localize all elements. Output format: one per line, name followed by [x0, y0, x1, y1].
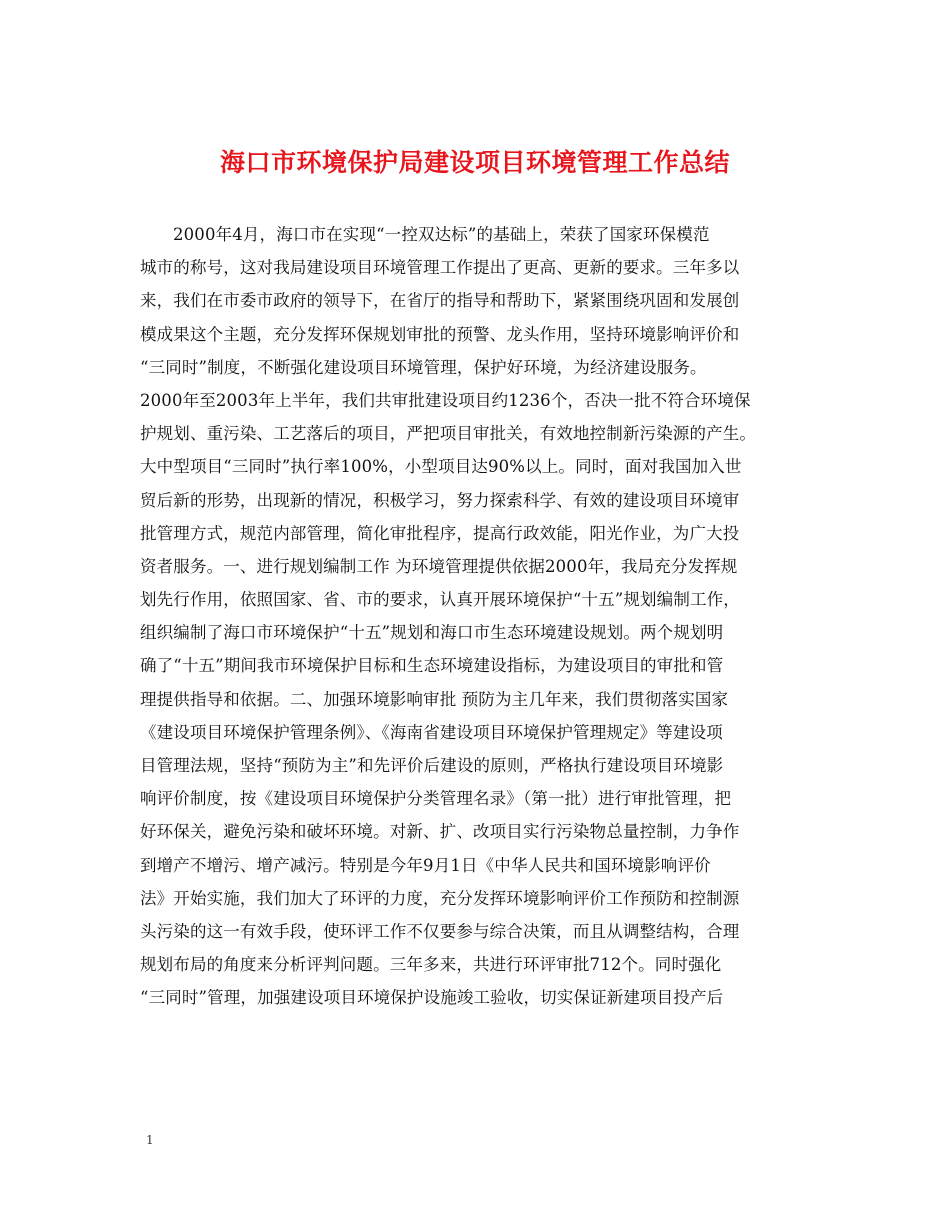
body-line: 目管理法规，坚持“预防为主”和先评价后建设的原则，严格执行建设项目环境影: [140, 756, 724, 775]
body-line: “三同时”制度，不断强化建设项目环境管理，保护好环境，为经济建设服务。: [140, 357, 707, 377]
body-line: 大中型项目“三同时”执行率100%，小型项目达90%以上。同时，面对我国加入世: [140, 457, 742, 477]
body-line: 2000年至2003年上半年，我们共审批建设项目约1236个，否决一批不符合环境保: [140, 390, 751, 410]
body-line: 批管理方式，规范内部管理，简化审批程序，提高行政效能，阳光作业，为广大投: [140, 523, 740, 543]
document-body: [140, 218, 820, 1015]
body-line: 模成果这个主题，充分发挥环保规划审批的预警、龙头作用，坚持环境影响评价和: [140, 324, 740, 344]
body-line: 《建设项目环境保护管理条例》、《海南省建设项目环境保护管理规定》等建设项: [140, 722, 723, 742]
body-line: 规划布局的角度来分析评判问题。三年多来，共进行环评审批712个。同时强化: [140, 955, 722, 975]
page-number: 1: [146, 1133, 154, 1147]
body-line: 组织编制了海口市环境保护“十五”规划和海口市生态环境建设规划。两个规划明: [140, 623, 724, 643]
body-line: 划先行作用，依照国家、省、市的要求，认真开展环境保护“十五”规划编制工作，: [140, 590, 740, 610]
body-line: 响评价制度，按《建设项目环境保护分类管理名录》（第一批）进行审批管理，把: [140, 789, 732, 809]
body-line: 资者服务。一、进行规划编制工作 为环境管理提供依据2000年，我局充分发挥规: [140, 556, 738, 576]
body-line: 城市的称号，这对我局建设项目环境管理工作提出了更高、更新的要求。三年多以: [140, 258, 740, 278]
body-line: 到增产不增污、增产减污。特别是今年9月1日《中华人民共和国环境影响评价: [140, 855, 711, 875]
body-line: 贸后新的形势，出现新的情况，积极学习，努力探索科学、有效的建设项目环境审: [140, 490, 740, 510]
body-line: 2000年4月，海口市在实现“一控双达标”的基础上，荣获了国家环保模范: [173, 225, 710, 244]
body-line: 护规划、重污染、工艺落后的项目，严把项目审批关，有效地控制新污染源的产生。: [140, 424, 757, 444]
body-line: 好环保关，避免污染和破坏环境。对新、扩、改项目实行污染物总量控制，力争作: [140, 822, 740, 842]
document-title: 海口市环境保护局建设项目环境管理工作总结: [219, 148, 730, 177]
body-line: 法》开始实施，我们加大了环评的力度，充分发挥环境影响评价工作预防和控制源: [140, 888, 740, 908]
body-line: 来，我们在市委市政府的领导下，在省厅的指导和帮助下，紧紧围绕巩固和发展创: [140, 291, 740, 311]
body-line: 理提供指导和依据。二、加强环境影响审批 预防为主几年来，我们贯彻落实国家: [140, 689, 729, 709]
body-line: 头污染的这一有效手段，使环评工作不仅要参与综合决策，而且从调整结构，合理: [140, 921, 740, 941]
body-line: “三同时”管理，加强建设项目环境保护设施竣工验收，切实保证新建项目投产后: [140, 988, 724, 1008]
body-line: 确了“十五”期间我市环境保护目标和生态环境建设指标，为建设项目的审批和管: [140, 656, 724, 676]
